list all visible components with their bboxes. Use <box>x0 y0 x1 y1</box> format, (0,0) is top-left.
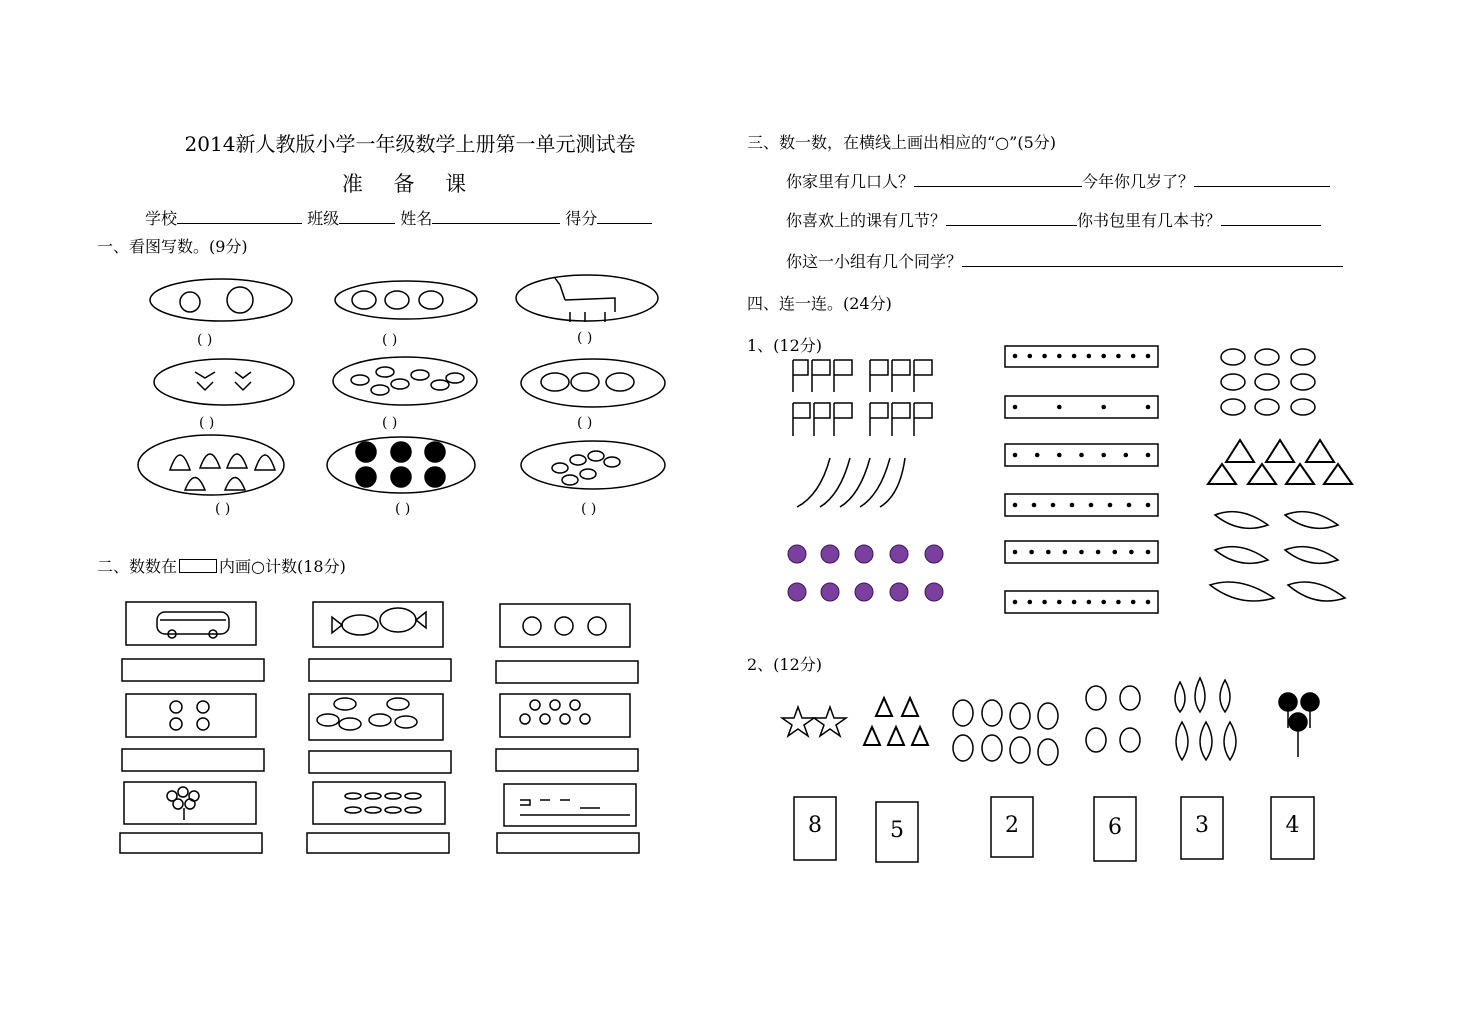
dot <box>1089 503 1094 508</box>
oval-picture <box>150 279 292 321</box>
dot <box>1046 550 1051 555</box>
bell-icon <box>170 454 275 490</box>
peach-icon <box>520 700 590 724</box>
triangle-icon <box>864 698 928 745</box>
dot <box>1051 503 1056 508</box>
class-label: 班级 <box>307 209 340 228</box>
oval-picture <box>335 281 477 319</box>
number-card-label: 8 <box>808 813 822 838</box>
score-label: 得分 <box>565 209 598 228</box>
answer-paren[interactable]: ( ) <box>382 332 398 348</box>
picture-box <box>126 694 256 737</box>
dot <box>1013 550 1018 555</box>
oval-picture <box>154 359 294 405</box>
purple-flower-icon <box>788 545 943 601</box>
beetle-icon <box>356 442 445 487</box>
question-row <box>786 169 1330 192</box>
dot <box>1146 405 1151 410</box>
question-books: 你书包里有几本书？ <box>1077 211 1222 230</box>
dot <box>1146 354 1151 359</box>
answer-line[interactable] <box>946 209 1077 226</box>
answer-paren[interactable]: ( ) <box>577 330 593 346</box>
name-label: 姓名 <box>400 209 433 228</box>
dot <box>1146 600 1151 605</box>
pear-icon <box>1175 678 1236 760</box>
answer-line[interactable] <box>962 250 1343 267</box>
dot <box>1131 354 1136 359</box>
page-subtitle: 准 备 课 <box>341 172 479 196</box>
answer-paren[interactable]: ( ) <box>395 501 411 517</box>
donkey-icon <box>555 278 615 322</box>
dot <box>1116 600 1121 605</box>
dot <box>1032 503 1037 508</box>
section2-heading <box>97 554 346 577</box>
fish-icon <box>332 608 426 635</box>
dot <box>1013 600 1018 605</box>
picture-box <box>500 694 630 737</box>
dot <box>1079 453 1084 458</box>
dot <box>1042 354 1047 359</box>
dot <box>1101 600 1106 605</box>
dot <box>1101 453 1106 458</box>
section1-heading: 一、看图写数。(9分) <box>97 237 248 256</box>
bird-icon <box>1221 349 1315 415</box>
picture-box <box>500 604 630 647</box>
picture-box <box>124 782 256 824</box>
question-group-size: 你这一小组有几个同学？ <box>786 252 963 271</box>
answer-box <box>122 749 264 771</box>
dot-box <box>1005 494 1158 516</box>
strawberry-icon <box>1086 686 1140 752</box>
answer-paren[interactable]: ( ) <box>199 415 215 431</box>
answer-box <box>497 833 639 853</box>
oval-picture <box>138 435 284 495</box>
dot <box>1127 503 1132 508</box>
school-label: 学校 <box>145 209 178 228</box>
answer-box <box>309 659 451 681</box>
oval-picture <box>521 359 665 407</box>
chicken-icon <box>317 698 417 730</box>
page-title: 2014新人教版小学一年级数学上册第一单元测试卷 <box>184 132 636 156</box>
pinecone-icon <box>352 291 443 309</box>
butterfly-icon <box>180 287 253 313</box>
dot <box>1013 503 1018 508</box>
answer-line[interactable] <box>1221 209 1321 226</box>
dot <box>1057 354 1062 359</box>
dot <box>1057 453 1062 458</box>
number-card-label: 2 <box>1005 813 1019 838</box>
dot <box>1072 354 1077 359</box>
triangle-icon <box>1208 440 1352 484</box>
dot <box>1028 354 1033 359</box>
question-row <box>786 249 1343 272</box>
dot <box>1101 354 1106 359</box>
dot <box>1087 600 1092 605</box>
answer-line[interactable] <box>1194 170 1330 187</box>
dot <box>1146 503 1151 508</box>
number-card-label: 3 <box>1195 813 1209 838</box>
dot <box>1079 550 1084 555</box>
section2-heading-suffix: 内画○计数(18分) <box>219 557 346 576</box>
dot <box>1146 453 1151 458</box>
dot <box>1113 550 1118 555</box>
number-card-label: 4 <box>1285 813 1300 838</box>
leaf-icon <box>1210 512 1345 601</box>
picture-box <box>126 602 256 645</box>
dot <box>1042 600 1047 605</box>
small-bird-icon <box>552 451 620 485</box>
duck-icon <box>520 800 630 815</box>
dot <box>1146 550 1151 555</box>
question-age: 今年你几岁了？ <box>1082 172 1195 191</box>
answer-box <box>120 833 262 853</box>
oval-picture <box>521 441 665 489</box>
dot <box>1013 453 1018 458</box>
banana-icon <box>797 458 905 507</box>
answer-box <box>307 833 449 853</box>
dot <box>1116 354 1121 359</box>
radish-icon <box>1279 693 1319 731</box>
dot-box <box>1005 396 1158 418</box>
answer-paren[interactable]: ( ) <box>577 415 593 431</box>
answer-paren[interactable]: ( ) <box>215 501 231 517</box>
section4-part1-label: 1、(12分) <box>747 336 823 355</box>
dot <box>1087 354 1092 359</box>
section4-heading: 四、连一连。(24分) <box>747 294 892 313</box>
answer-box <box>122 659 264 681</box>
inline-box-icon <box>179 559 217 573</box>
balloon-icon <box>167 787 199 820</box>
picture-box <box>313 782 445 824</box>
question-favorite-classes: 你喜欢上的课有几节？ <box>786 211 947 230</box>
answer-box <box>496 661 638 683</box>
answer-paren[interactable]: ( ) <box>382 415 398 431</box>
dot <box>1124 453 1129 458</box>
question-row <box>786 208 1321 231</box>
answer-box <box>496 749 638 771</box>
fish-small-icon <box>351 367 464 395</box>
dot <box>1108 503 1113 508</box>
dot <box>1129 550 1134 555</box>
section3-heading: 三、数一数，在横线上画出相应的“○”(5分) <box>747 133 1056 152</box>
apple-icon <box>953 700 1058 765</box>
dot <box>1013 354 1018 359</box>
flower-icon <box>523 617 606 635</box>
answer-paren[interactable]: ( ) <box>197 332 213 348</box>
animals-group-icon <box>541 373 634 391</box>
dot <box>1063 550 1068 555</box>
dot <box>1101 405 1106 410</box>
oval-picture <box>516 275 658 321</box>
apple-icon <box>170 701 209 730</box>
star-icon <box>782 707 846 736</box>
question-family-size: 你家里有几口人？ <box>786 172 915 191</box>
dot-groups <box>1013 354 1151 605</box>
dot <box>1131 600 1136 605</box>
dot <box>1035 453 1040 458</box>
small-fish-icon <box>345 793 421 813</box>
flag-icon <box>793 360 932 436</box>
dot <box>1096 550 1101 555</box>
answer-line[interactable] <box>914 170 1082 187</box>
picture-box <box>309 694 443 740</box>
dot <box>1013 405 1018 410</box>
bus-icon <box>157 612 229 638</box>
oval-picture <box>333 357 477 405</box>
section4-part2-label: 2、(12分) <box>747 655 823 674</box>
dot <box>1072 600 1077 605</box>
answer-box <box>309 751 451 773</box>
flower-bud-icon <box>195 372 251 390</box>
number-card-label: 5 <box>890 818 904 843</box>
dot <box>1029 550 1034 555</box>
dot <box>1057 405 1062 410</box>
dot <box>1057 600 1062 605</box>
section2-heading-prefix: 二、数数在 <box>97 557 178 576</box>
dot <box>1028 600 1033 605</box>
dot <box>1070 503 1075 508</box>
number-card-label: 6 <box>1108 815 1122 840</box>
answer-paren[interactable]: ( ) <box>581 501 597 517</box>
